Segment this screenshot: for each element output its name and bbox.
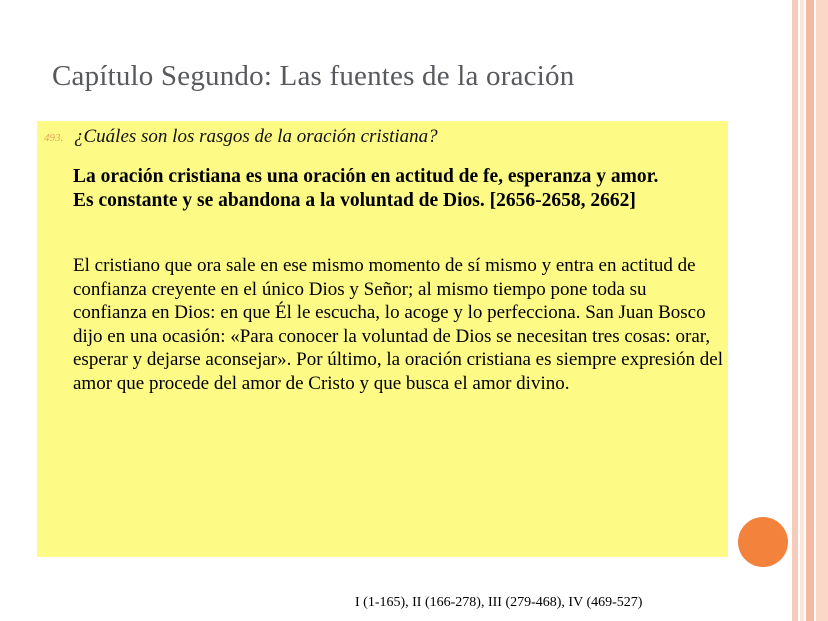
question-number: 493. xyxy=(44,132,64,144)
decorative-stripes xyxy=(792,0,828,621)
answer-text: La oración cristiana es una oración en actitud de fe, esperanza y amor. Es constante y se abandona a la voluntad de Dios. [2656-2658, 2662] xyxy=(73,166,659,211)
question-text: ¿Cuáles son los rasgos de la oración cristiana? xyxy=(74,126,438,147)
content-panel xyxy=(37,121,728,557)
stripe xyxy=(806,0,814,621)
orange-circle-decoration xyxy=(738,517,788,567)
body-text: El cristiano que ora sale en ese mismo momento de sí mismo y entra en actitud de confianza creyente en el único Dios y Señor; al mismo tiempo pone toda su confianza en Dios: en que Él le escucha, lo acoge y lo perfecciona. San Juan Bosco dijo en una ocasión: «Para conocer la voluntad de Dios se necesitan tres cosas: orar, esperar y dejarse aconsejar». Por último, la oración cristiana es siempre expresión del amor que procede del amor de Cristo y que busca el amor divino. xyxy=(73,255,723,394)
footer-reference: I (1-165), II (166-278), III (279-468), IV (469-527) xyxy=(355,595,643,610)
stripe xyxy=(800,0,804,621)
page-title: Capítulo Segundo: Las fuentes de la oración xyxy=(52,60,575,92)
stripe xyxy=(816,0,828,621)
stripe xyxy=(792,0,798,621)
